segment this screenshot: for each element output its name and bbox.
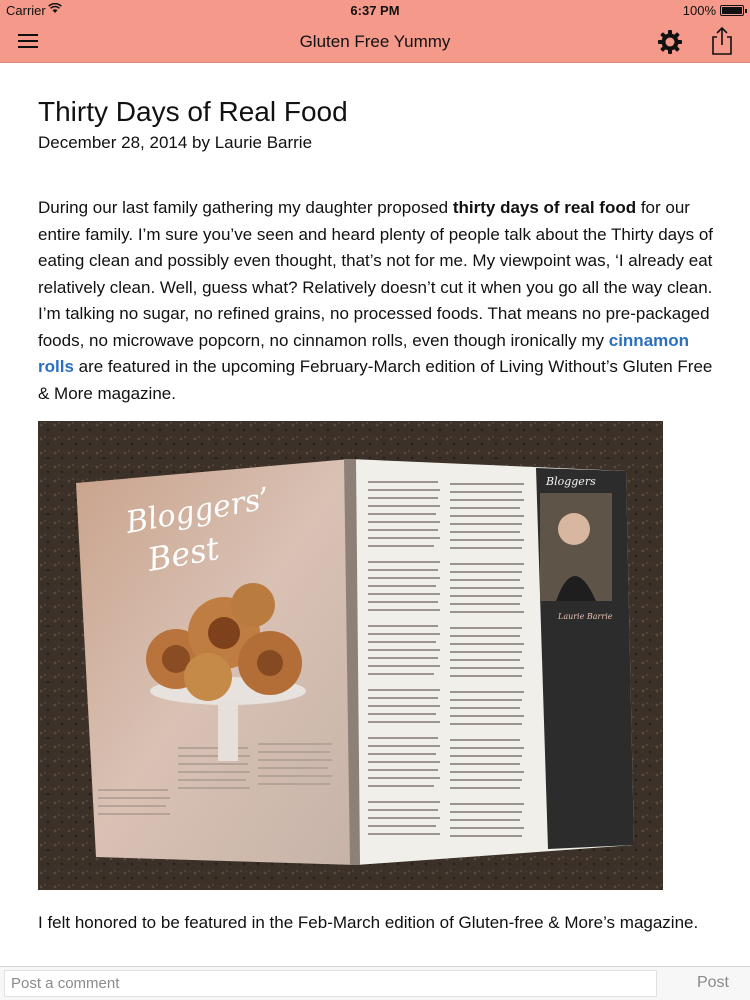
article-byline: December 28, 2014 by Laurie Barrie <box>38 133 313 152</box>
magazine-heading-1: Bloggers’ <box>123 481 273 541</box>
status-bar <box>0 0 750 20</box>
article-title: Thirty Days of Real Food <box>38 96 348 127</box>
battery-icon <box>720 5 744 16</box>
cinnamon-rolls-link[interactable]: cinnamon rolls <box>38 330 690 376</box>
magazine-photo[interactable] <box>38 421 663 890</box>
gear-icon[interactable] <box>656 28 684 56</box>
article-paragraph-1: During our last family gathering my daughter proposed thirty days of real food for our entire family. I’m sure you’ve seen and heard plenty of people talk about the Thirty days of eating clean and possibly even thought, that’s not for me. My viewpoint was, ‘I already eat relatively clean. Well, guess what? Relatively doesn’t cut it when you go all the way clean. I’m talking no sugar, no refined grains, no processed foods. That means no pre-packaged foods, no microwave popcorn, no cinnamon rolls, even though ironically my cinnamon rolls are featured in the upcoming February-March edition of Living Without’s Gluten Free & More magazine. <box>38 198 714 403</box>
article-content[interactable] <box>0 64 750 966</box>
battery-percent: 100% <box>682 3 716 18</box>
share-icon[interactable] <box>708 26 736 56</box>
comment-bar <box>0 966 750 1000</box>
magazine-heading-2: Best <box>144 528 223 579</box>
carrier-label: Carrier <box>6 3 46 18</box>
clock: 6:37 PM <box>350 3 400 18</box>
article-paragraph-2: I felt honored to be featured in the Feb-March edition of Gluten-free & More’s magazine. <box>38 913 699 932</box>
post-button[interactable]: Post <box>696 974 729 991</box>
comment-input[interactable] <box>4 970 657 997</box>
app-title: Gluten Free Yummy <box>299 32 451 51</box>
bold-phrase: thirty days of real food <box>452 198 637 217</box>
nav-bar <box>0 20 750 63</box>
magazine-profile-name: Laurie Barrie <box>558 612 613 621</box>
magazine-sidebar-label: Bloggers <box>546 475 596 488</box>
